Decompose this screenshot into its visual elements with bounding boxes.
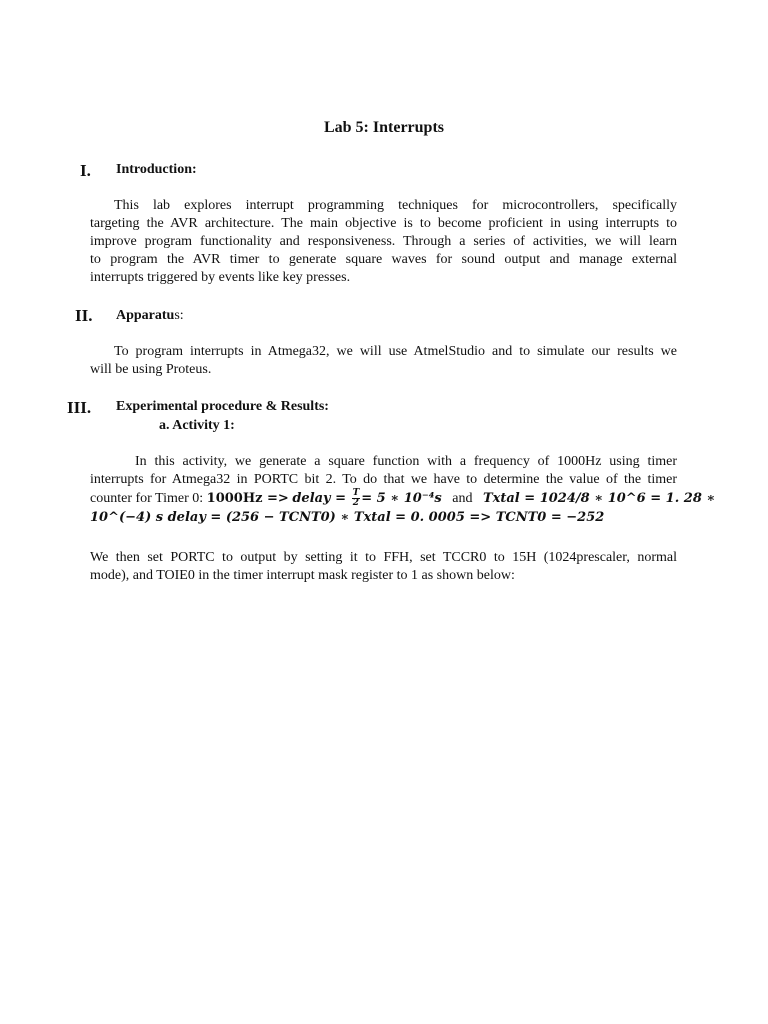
txtal-expression: Txtal = 1024/8 ∗ 10^6 = 1. 28 ∗ [482,491,716,506]
intro-line-4: to program the AVR timer to generate square waves for sound output and manage external [90,252,677,267]
section-1-heading: Introduction: [116,162,197,177]
intro-line-3: improve program functionality and responsiveness. Through a series of activities, we will learn [90,234,677,249]
fraction-numerator: T [352,488,360,499]
introduction-paragraph [90,197,677,287]
activity-line-2: interrupts for Atmega32 in PORTC bit 2. To do that we have to determine the value of the timer [90,472,677,487]
section-2-heading [116,308,184,324]
apparatus-paragraph [90,343,677,379]
setup-line-2: mode), and TOIE0 in the timer interrupt mask register to 1 as shown below: [90,568,515,583]
activity-1-paragraph [90,453,716,527]
activity-line-3 [90,488,716,509]
and-word: and [452,491,473,506]
setup-paragraph [90,549,677,585]
activity-line-4: 10^(−4) s delay = (256 − TCNT0) ∗ Txtal = 0. 0005 => TCNT0 = −252 [90,510,605,525]
apparatus-line-2: will be using Proteus. [90,362,212,377]
activity-1-heading: a. Activity 1: [159,418,235,433]
intro-line-5: interrupts triggered by events like key presses. [90,270,351,285]
apparatus-line-1: To program interrupts in Atmega32, we will use AtmelStudio and to simulate our results we [114,344,677,359]
timer-counter-prefix: counter for Timer 0: [90,491,207,506]
delay-lhs: delay = [292,491,351,506]
section-3-numeral: III. [67,398,92,417]
page-title: Lab 5: Interrupts [323,119,444,136]
setup-line-1: We then set PORTC to output by setting it to FFH, set TCCR0 to 15H (1024prescaler, normal [90,550,677,565]
fraction-denominator: 2 [352,498,360,509]
section-3-heading: Experimental procedure & Results: [116,399,329,414]
section-2-heading-plain: s: [174,308,184,323]
section-2-numeral: II. [75,306,93,325]
delay-rhs: = 5 ∗ 10⁻⁴s [361,491,442,506]
intro-line-2: targeting the AVR architecture. The main objective is to become proficient in using interrupts to [90,216,677,231]
section-2-heading-bold: Apparatu [116,308,175,323]
frequency-value: 1000Hz => [206,491,289,506]
t-over-2-fraction [352,489,361,508]
section-1-numeral: I. [80,161,91,180]
activity-line-1: In this activity, we generate a square function with a frequency of 1000Hz using timer [135,454,677,469]
intro-line-1: This lab explores interrupt programming techniques for microcontrollers, specifically [114,198,677,213]
